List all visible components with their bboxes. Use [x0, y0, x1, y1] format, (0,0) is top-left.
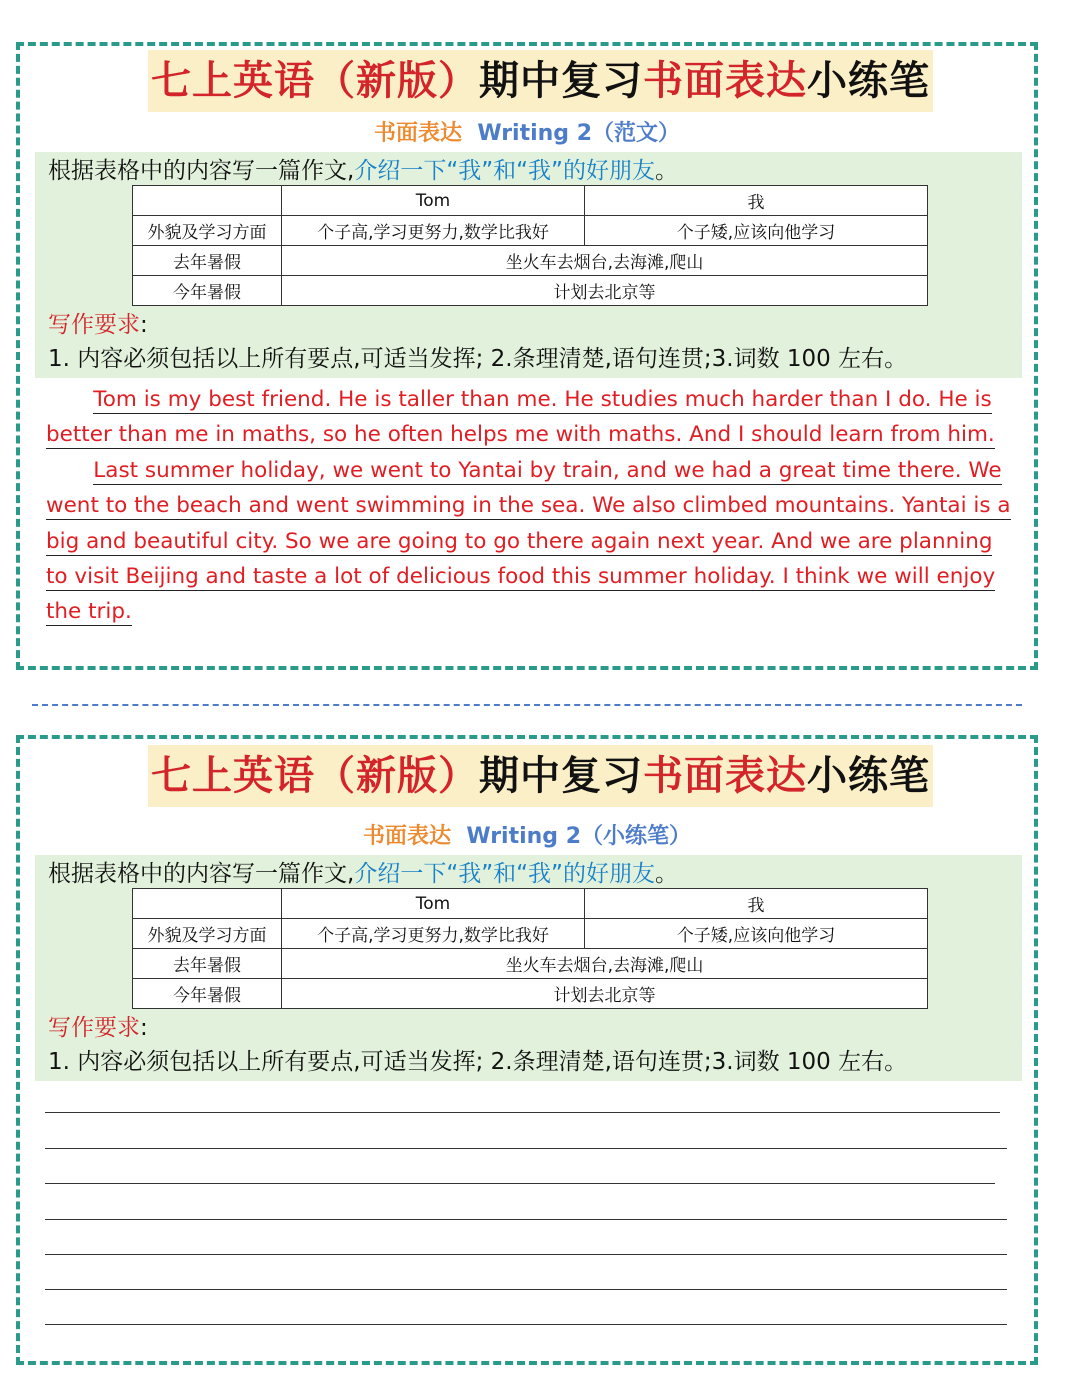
- title-part-practice: 小练笔: [807, 58, 930, 104]
- table-row: [133, 919, 928, 949]
- writing-line[interactable]: [45, 1254, 1007, 1255]
- essay-paragraph-2-text: Last summer holiday, we went to Yantai by train, and we had a great time there. We went to the beach and went swimming in the sea. We also climbed mountains. Yantai is a big and beautiful city. So we are going to go there again next year. And we are planning to visit Beijing and taste a lot of delicious food this summer holiday. I think we will enjoy the trip.: [46, 457, 1011, 625]
- requirements-text: 1. 内容必须包括以上所有要点,可适当发挥; 2.条理清楚,语句连贯;3.词数 100 左右。: [48, 1049, 908, 1075]
- table-row: [133, 216, 928, 246]
- prompt-text: 根据表格中的内容写一篇作文,: [48, 861, 355, 887]
- table-cell: 我: [585, 889, 928, 919]
- table-cell: 坐火车去烟台,去海滩,爬山: [282, 949, 928, 979]
- table-cell: [133, 889, 282, 919]
- table-cell: 外貌及学习方面: [133, 919, 282, 949]
- table-row: [133, 246, 928, 276]
- writing-line[interactable]: [45, 1112, 1000, 1113]
- info-table: [132, 888, 928, 1009]
- info-table: [132, 185, 928, 306]
- model-essay: [46, 382, 1014, 630]
- task-prompt: [48, 156, 678, 186]
- subtitle-writing-cn: 书面表达: [373, 121, 462, 146]
- task-prompt: [48, 859, 678, 889]
- requirements-text: 1. 内容必须包括以上所有要点,可适当发挥; 2.条理清楚,语句连贯;3.词数 100 左右。: [48, 346, 908, 372]
- requirements-label: 写作要求: [48, 1015, 140, 1041]
- title-part-review: 期中复习: [479, 58, 643, 104]
- subtitle-writing-number: Writing 2（小练笔）: [466, 824, 692, 849]
- task-box: [35, 855, 1022, 1081]
- requirements-colon: :: [140, 1015, 148, 1041]
- table-header-row: [133, 186, 928, 216]
- table-cell: 今年暑假: [133, 979, 282, 1009]
- subtitle-writing-number: Writing 2（范文）: [477, 121, 681, 146]
- table-cell: 我: [585, 186, 928, 216]
- table-cell: [133, 186, 282, 216]
- table-cell: 今年暑假: [133, 276, 282, 306]
- writing-line[interactable]: [45, 1148, 1007, 1149]
- writing-line[interactable]: [45, 1324, 1007, 1325]
- title-part-writing: 书面表达: [643, 753, 807, 799]
- writing-line[interactable]: [45, 1289, 1007, 1290]
- requirements-label: 写作要求: [48, 312, 140, 338]
- prompt-text: 根据表格中的内容写一篇作文,: [48, 158, 355, 184]
- practice-card: [16, 735, 1038, 1365]
- subtitle-writing-cn: 书面表达: [362, 824, 451, 849]
- title-part-review: 期中复习: [479, 753, 643, 799]
- essay-paragraph-1-text: Tom is my best friend. He is taller than me. He studies much harder than I do. He is better than me in maths, so he often helps me with maths. And I should learn from him.: [46, 387, 995, 448]
- writing-line[interactable]: [45, 1183, 995, 1184]
- requirements-colon: :: [140, 312, 148, 338]
- table-cell: 个子高,学习更努力,数学比我好: [282, 216, 585, 246]
- task-box: [35, 152, 1022, 378]
- table-header-row: [133, 889, 928, 919]
- title-part-writing: 书面表达: [643, 58, 807, 104]
- title-part-grade: 七上英语（新版）: [151, 58, 479, 104]
- requirements-heading: [48, 310, 148, 340]
- section-divider: [32, 704, 1022, 706]
- prompt-end: 。: [654, 861, 678, 887]
- table-row: [133, 979, 928, 1009]
- table-cell: 坐火车去烟台,去海滩,爬山: [282, 246, 928, 276]
- table-cell: 计划去北京等: [282, 979, 928, 1009]
- table-cell: 计划去北京等: [282, 276, 928, 306]
- table-cell: Tom: [282, 889, 585, 919]
- table-cell: 个子矮,应该向他学习: [585, 216, 928, 246]
- table-row: [133, 949, 928, 979]
- title-part-practice: 小练笔: [807, 753, 930, 799]
- section-subtitle: [20, 119, 1034, 149]
- model-essay-card: [16, 42, 1038, 670]
- prompt-end: 。: [654, 158, 678, 184]
- essay-paragraph-1: [46, 382, 1014, 453]
- prompt-highlight: 介绍一下“我”和“我”的好朋友: [354, 158, 655, 184]
- table-cell: 去年暑假: [133, 949, 282, 979]
- title-part-grade: 七上英语（新版）: [151, 753, 479, 799]
- worksheet-title: [148, 745, 933, 807]
- writing-line[interactable]: [45, 1219, 1007, 1220]
- table-cell: Tom: [282, 186, 585, 216]
- table-cell: 个子高,学习更努力,数学比我好: [282, 919, 585, 949]
- table-cell: 个子矮,应该向他学习: [585, 919, 928, 949]
- essay-paragraph-2: [46, 453, 1014, 630]
- section-subtitle: [20, 822, 1034, 852]
- table-cell: 外貌及学习方面: [133, 216, 282, 246]
- worksheet-title: [148, 50, 933, 112]
- table-row: [133, 276, 928, 306]
- prompt-highlight: 介绍一下“我”和“我”的好朋友: [354, 861, 655, 887]
- table-cell: 去年暑假: [133, 246, 282, 276]
- requirements-heading: [48, 1013, 148, 1043]
